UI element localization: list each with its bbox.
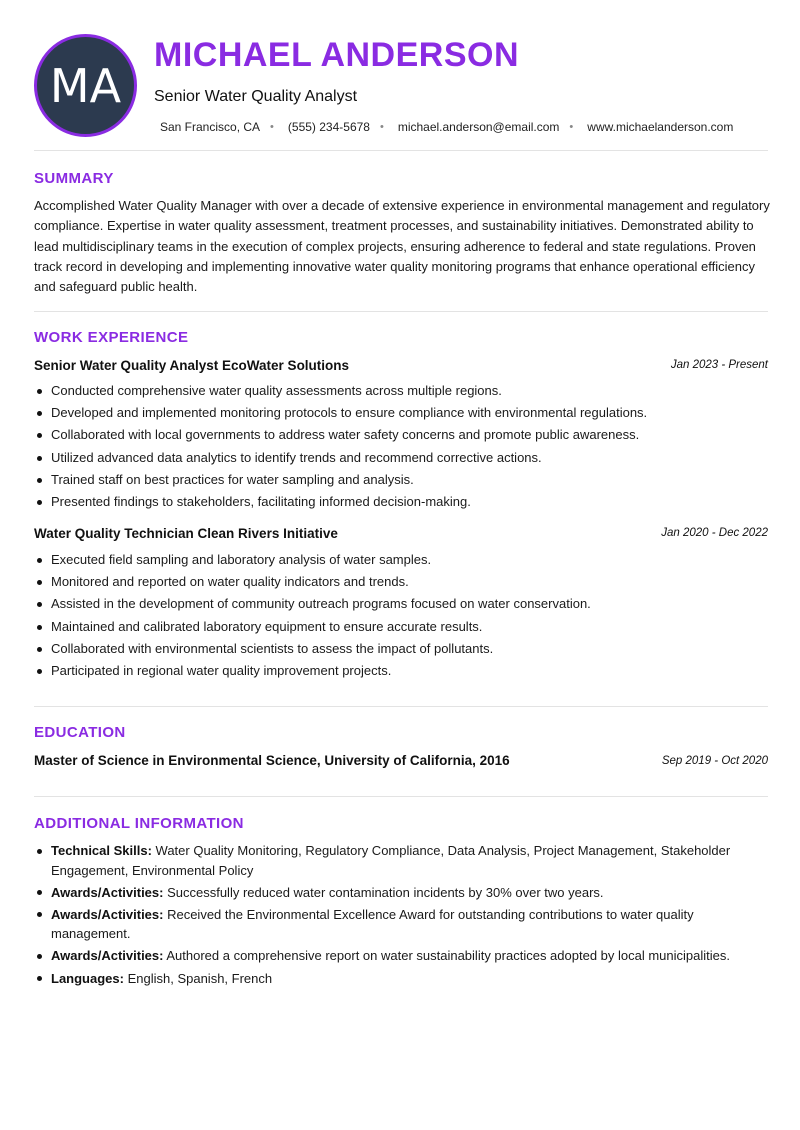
education-dates: Sep 2019 - Oct 2020 (661, 755, 768, 767)
separator-dot: • (270, 121, 274, 133)
job-role: Water Quality Technician Clean Rivers Initiative (34, 526, 338, 541)
job-header (34, 526, 768, 546)
education-heading: EDUCATION (34, 724, 126, 741)
list-item (34, 905, 768, 944)
additional-list (34, 841, 768, 991)
divider (34, 796, 768, 797)
list-item: Developed and implemented monitoring protocols to ensure compliance with environmental regulations. (34, 402, 768, 424)
item-text: English, Spanish, French (123, 970, 273, 986)
item-label: Languages: (51, 970, 124, 986)
education-entry (34, 753, 768, 773)
job-header (34, 358, 768, 378)
list-item: Monitored and reported on water quality indicators and trends. (34, 571, 768, 593)
degree: Master of Science in Environmental Science, University of California, 2016 (34, 753, 510, 768)
additional-heading: ADDITIONAL INFORMATION (34, 815, 244, 832)
separator-dot: • (569, 121, 574, 133)
list-item: Presented findings to stakeholders, facilitating informed decision-making. (34, 491, 768, 513)
list-item: Utilized advanced data analytics to identify trends and recommend corrective actions. (34, 447, 768, 469)
list-item: Executed field sampling and laboratory analysis of water samples. (34, 549, 768, 571)
divider (34, 311, 768, 312)
list-item (34, 969, 768, 989)
contact-location: San Francisco, CA (160, 120, 261, 134)
avatar-initials: MA (49, 58, 122, 113)
job-dates: Jan 2020 - Dec 2022 (661, 527, 768, 539)
contact-website[interactable]: www.michaelanderson.com (587, 120, 734, 134)
divider (34, 706, 768, 707)
summary-text: Accomplished Water Quality Manager with over a decade of extensive experience in environmental management and regulatory compliance. Expertise in water quality assessment, treatment processes, and sustainability initiatives. Demonstrated ability to lead multidisciplinary teams in the execution of complex projects, ensuring adherence to federal and state regulations. Proven track record in developing and implementing innovative water quality monitoring programs that enhance operational efficiency and safeguard public health. (34, 198, 770, 295)
item-text: Authored a comprehensive report on water sustainability practices adopted by local municipalities. (163, 948, 730, 964)
contact-line (160, 120, 733, 134)
resume-header (34, 34, 768, 138)
list-item (34, 841, 768, 880)
contact-email[interactable]: michael.anderson@email.com (397, 120, 560, 134)
list-item: Conducted comprehensive water quality assessments across multiple regions. (34, 380, 768, 402)
list-item: Trained staff on best practices for water sampling and analysis. (34, 469, 768, 491)
experience-heading: WORK EXPERIENCE (34, 329, 189, 346)
job-bullets (34, 380, 768, 513)
item-text: Successfully reduced water contamination incidents by 30% over two years. (163, 884, 604, 900)
list-item: Collaborated with environmental scientists to assess the impact of pollutants. (34, 638, 768, 660)
summary-heading: SUMMARY (34, 170, 114, 187)
list-item (34, 946, 768, 966)
job-bullets (34, 549, 768, 682)
item-label: Technical Skills: (51, 843, 152, 858)
list-item: Collaborated with local governments to address water safety concerns and promote public awareness. (34, 424, 768, 446)
job-role: Senior Water Quality Analyst EcoWater Solutions (34, 358, 350, 373)
separator-dot: • (379, 121, 384, 133)
list-item: Assisted in the development of community outreach programs focused on water conservation. (34, 593, 768, 615)
item-label: Awards/Activities: (51, 906, 164, 922)
list-item: Maintained and calibrated laboratory equipment to ensure accurate results. (34, 616, 768, 638)
list-item: Participated in regional water quality improvement projects. (34, 660, 768, 682)
list-item (34, 883, 768, 903)
item-label: Awards/Activities: (51, 948, 164, 964)
candidate-name: MICHAEL ANDERSON (154, 36, 520, 74)
candidate-title: Senior Water Quality Analyst (154, 88, 358, 105)
avatar (34, 34, 137, 137)
divider (34, 150, 768, 151)
item-text: Water Quality Monitoring, Regulatory Compliance, Data Analysis, Project Management, Stakeholder Engagement, Environmental Policy (51, 843, 731, 878)
item-text: Received the Environmental Excellence Award for outstanding contributions to water quality management. (51, 906, 694, 942)
item-label: Awards/Activities: (51, 884, 164, 900)
job-dates: Jan 2023 - Present (670, 359, 768, 371)
contact-phone: (555) 234-5678 (287, 120, 370, 134)
